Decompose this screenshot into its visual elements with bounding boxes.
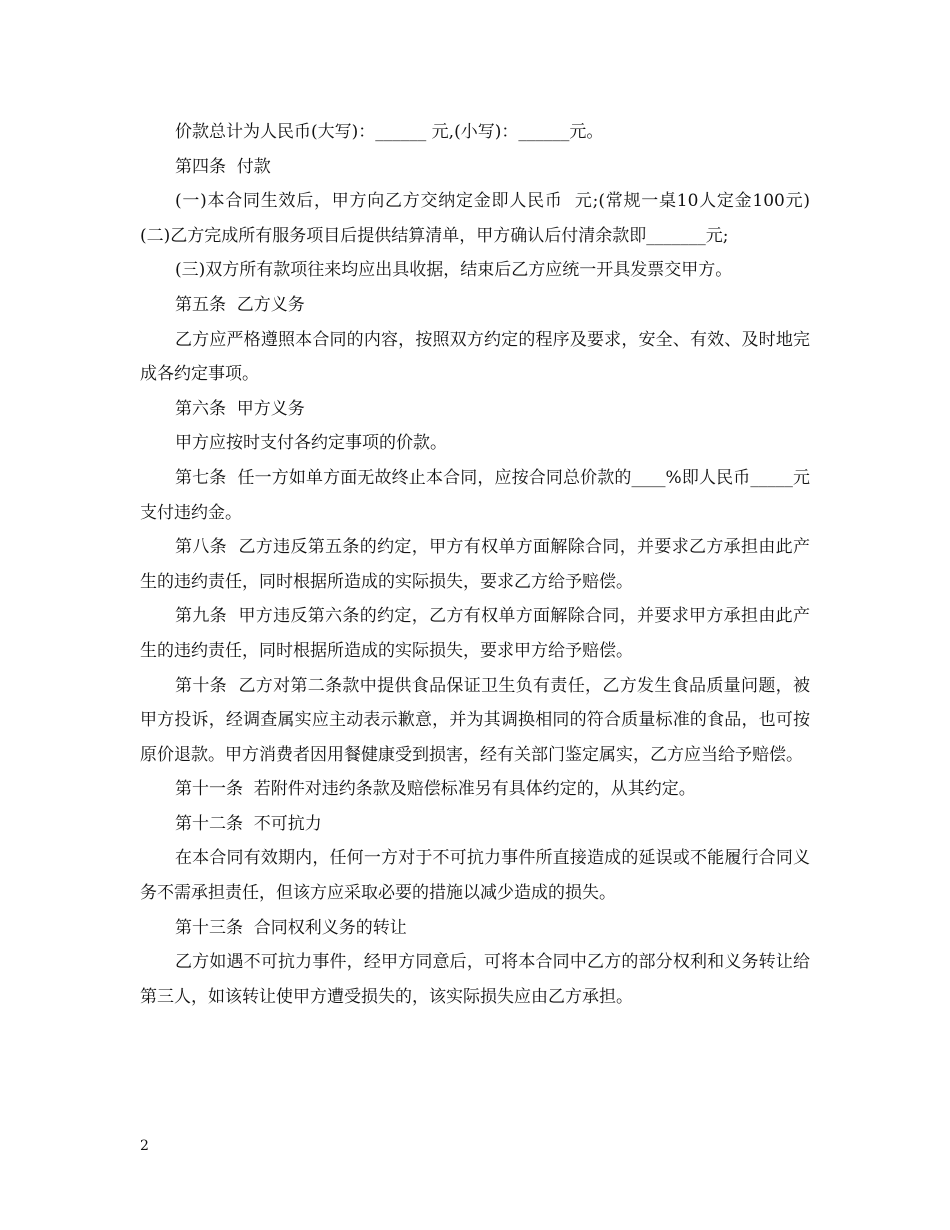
paragraph-force-majeure: 在本合同有效期内，任何一方对于不可抗力事件所直接造成的延误或不能履行合同义务不需承担责任，但该方应采取必要的措施以减少造成的损失。: [140, 848, 810, 904]
article-13-heading: 第十三条 合同权利义务的转让: [175, 917, 407, 938]
article-9-party-a-breach: 第九条 甲方违反第六条的约定，乙方有权单方面解除合同，并要求甲方承担由此产生的违约责任，同时根据所造成的实际损失，要求甲方给予赔偿。: [140, 606, 810, 661]
article-10-food-safety: 第十条 乙方对第二条款中提供食品保证卫生负有责任，乙方发生食品质量问题，被甲方投诉，经调查属实应主动表示歉意，并为其调换相同的符合质量标准的食品，也可按原价退款。甲方消费者因用餐健康受到损害，经有关部门鉴定属实，乙方应当给予赔偿。: [140, 675, 810, 765]
article-4-heading: 第四条 付款: [175, 156, 271, 177]
document-body: [140, 115, 810, 1014]
paragraph-party-b-obligations: 乙方应严格遵照本合同的内容，按照双方约定的程序及要求，安全、有效、及时地完成各约定事项。: [140, 329, 810, 385]
paragraph-receipts-invoice: (三)双方所有款项往来均应出具收据，结束后乙方应统一开具发票交甲方。: [175, 260, 733, 281]
paragraph-party-a-obligations: 甲方应按时支付各约定事项的价款。: [175, 433, 447, 454]
article-8-party-b-breach: 第八条 乙方违反第五条的约定，甲方有权单方面解除合同，并要求乙方承担由此产生的违约责任，同时根据所造成的实际损失，要求乙方给予赔偿。: [140, 537, 810, 592]
article-7-termination: 第七条 任一方如单方面无故终止本合同，应按合同总价款的____%即人民币_____元支付违约金。: [140, 467, 810, 523]
page-number: 2: [140, 1138, 149, 1154]
paragraph-rights-transfer: 乙方如遇不可抗力事件，经甲方同意后，可将本合同中乙方的部分权利和义务转让给第三人，如该转让使甲方遭受损失的，该实际损失应由乙方承担。: [140, 952, 810, 1007]
article-6-heading: 第六条 甲方义务: [175, 398, 305, 419]
article-5-heading: 第五条 乙方义务: [175, 294, 305, 315]
paragraph-price-total: 价款总计为人民币(大写)：______ 元,(小写)：______元。: [175, 122, 604, 142]
article-12-heading: 第十二条 不可抗力: [175, 813, 322, 834]
article-11-annex: 第十一条 若附件对违约条款及赔偿标准另有具体约定的，从其约定。: [175, 779, 696, 800]
paragraph-payment-terms: (一)本合同生效后，甲方向乙方交纳定金即人民币 元;(常规一桌10人定金100元)(二)乙方完成所有服务项目后提供结算清单，甲方确认后付清余款即_______元;: [140, 191, 810, 246]
